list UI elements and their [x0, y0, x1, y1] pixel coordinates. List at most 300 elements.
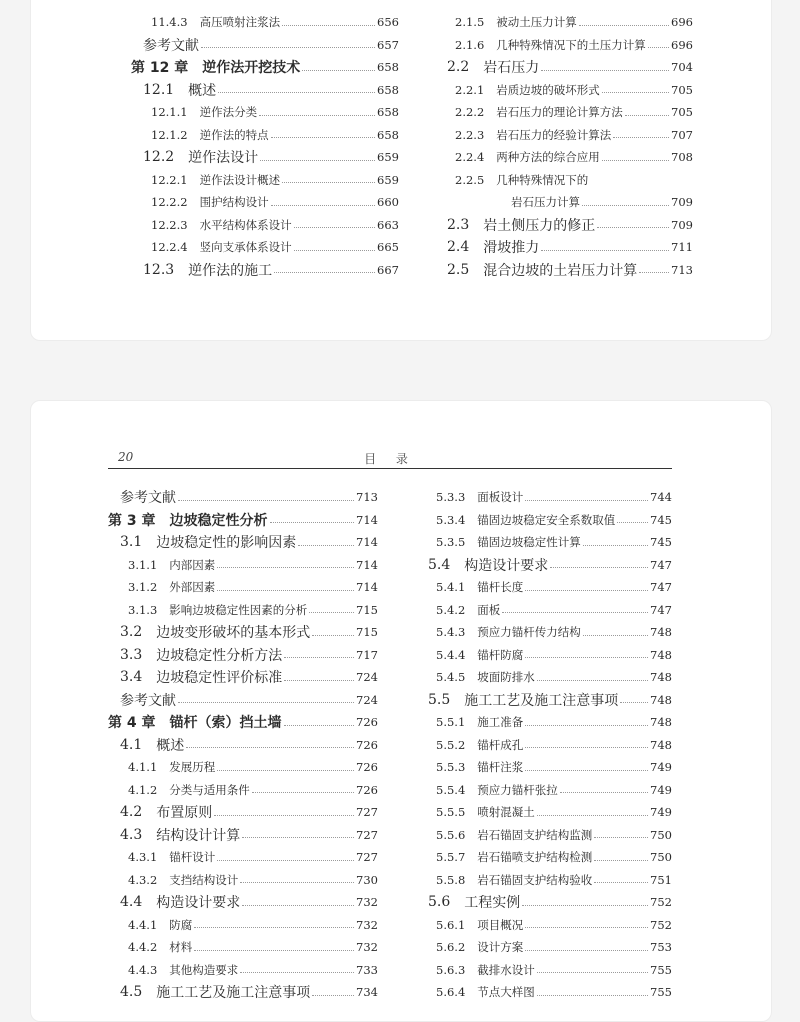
toc-entry[interactable] — [108, 576, 378, 598]
dot-leader — [625, 115, 669, 116]
toc-entry-page: 726 — [356, 715, 378, 729]
toc-entry-title: 边坡稳定性的影响因素 — [156, 535, 297, 551]
toc-entry-number: 第 4 章 — [108, 715, 156, 731]
toc-entry-title: 概述 — [188, 82, 217, 99]
toc-entry[interactable] — [416, 936, 672, 958]
toc-entry-number: 4.4.2 — [128, 940, 158, 954]
toc-entry-page: 707 — [671, 127, 693, 142]
toc-entry[interactable] — [108, 914, 378, 936]
toc-entry-page: 748 — [650, 715, 672, 729]
toc-entry-number: 5.4.5 — [436, 670, 466, 684]
toc-entry-page: 732 — [356, 940, 378, 954]
toc-entry-title: 面板 — [477, 602, 501, 617]
toc-entry[interactable] — [108, 621, 378, 643]
toc-entry-title: 岩石锚固支护结构监测 — [477, 827, 593, 842]
toc-entry[interactable] — [131, 56, 399, 78]
toc-entry-page: 663 — [377, 217, 399, 232]
toc-entry-title: 参考文献 — [120, 490, 176, 506]
toc-entry-number: 12.1.2 — [151, 127, 188, 142]
dot-leader — [271, 137, 375, 138]
toc-entry-title: 节点大样图 — [477, 985, 535, 999]
toc-entry-number: 第 12 章 — [131, 60, 189, 76]
toc-entry[interactable] — [416, 509, 672, 531]
toc-entry[interactable] — [435, 259, 693, 281]
toc-entry[interactable] — [435, 214, 693, 236]
dot-leader — [302, 70, 375, 71]
toc-page-bottom — [30, 400, 772, 1022]
toc-entry[interactable] — [131, 236, 399, 258]
toc-entry[interactable] — [108, 756, 378, 778]
toc-entry-number: 4.4.1 — [128, 917, 158, 932]
dot-leader — [648, 47, 669, 48]
toc-entry-number: 5.4.2 — [436, 602, 466, 617]
toc-entry[interactable] — [131, 124, 399, 146]
page-number: 20 — [118, 450, 134, 464]
toc-entry-page: 696 — [671, 15, 693, 29]
dot-leader — [194, 950, 354, 951]
toc-entry-page: 752 — [650, 895, 672, 909]
toc-entry-title: 面板设计 — [477, 490, 524, 504]
toc-entry[interactable] — [416, 486, 672, 508]
toc-entry[interactable] — [416, 621, 672, 643]
toc-entry-title: 其他构造要求 — [169, 962, 239, 977]
dot-leader — [560, 792, 648, 793]
toc-entry-page: 726 — [356, 782, 378, 797]
toc-entry[interactable] — [131, 146, 399, 168]
toc-entry-page: 755 — [650, 962, 672, 977]
toc-entry-number: 5.4.1 — [436, 580, 466, 594]
toc-entry-title: 设计方案 — [477, 940, 524, 954]
toc-entry-number: 3.2 — [120, 624, 143, 640]
toc-entry[interactable] — [108, 689, 378, 711]
toc-entry-title: 混合边坡的土岩压力计算 — [483, 262, 638, 279]
toc-entry-title: 锚杆成孔 — [477, 737, 524, 752]
toc-entry-number: 5.5.5 — [436, 805, 466, 819]
toc-entry-number: 5.3.3 — [436, 490, 466, 504]
toc-entry-title: 岩石压力的经验计算法 — [496, 127, 612, 142]
dot-leader — [284, 657, 354, 658]
toc-entry[interactable] — [108, 846, 378, 868]
toc-entry-number: 5.5.6 — [436, 827, 466, 842]
toc-entry-number: 3.3 — [120, 646, 143, 663]
toc-entry[interactable] — [435, 79, 693, 101]
toc-entry[interactable] — [416, 959, 672, 981]
toc-entry-page: 726 — [356, 760, 378, 774]
toc-entry[interactable] — [435, 146, 693, 168]
toc-entry[interactable] — [416, 689, 672, 711]
toc-entry-number: 4.5 — [120, 984, 143, 1000]
toc-entry-page: 747 — [650, 580, 672, 594]
toc-entry[interactable] — [416, 576, 672, 598]
toc-entry-page: 748 — [650, 692, 672, 707]
dot-leader — [583, 635, 648, 636]
toc-entry-page: 748 — [650, 647, 672, 662]
toc-entry-title: 项目概况 — [477, 917, 524, 932]
toc-entry-page: 658 — [377, 60, 399, 74]
toc-entry-title: 参考文献 — [120, 692, 176, 709]
toc-entry-page: 714 — [356, 512, 378, 527]
dot-leader — [582, 205, 669, 206]
toc-entry-title: 逆作法的特点 — [199, 127, 269, 142]
dot-leader — [218, 92, 375, 93]
toc-entry-number: 12.2.3 — [151, 217, 188, 232]
toc-entry-page: 755 — [650, 985, 672, 999]
dot-leader — [282, 25, 375, 26]
toc-entry-number: 4.1.1 — [128, 760, 158, 774]
toc-entry[interactable] — [416, 734, 672, 756]
toc-entry-page: 745 — [650, 512, 672, 527]
toc-entry-number: 2.4 — [447, 239, 470, 255]
dot-leader — [550, 567, 648, 568]
toc-entry[interactable] — [435, 34, 693, 56]
toc-entry-page: 748 — [650, 625, 672, 639]
toc-entry-title: 工程实例 — [464, 895, 521, 911]
dot-leader — [541, 70, 669, 71]
toc-entry[interactable] — [108, 599, 378, 621]
toc-entry-number: 4.4 — [120, 894, 143, 910]
toc-entry-title: 构造设计要求 — [156, 895, 241, 911]
toc-entry-number: 5.5 — [428, 691, 451, 708]
toc-entry[interactable] — [108, 801, 378, 823]
dot-leader — [537, 680, 648, 681]
dot-leader — [240, 882, 354, 883]
dot-leader — [583, 545, 648, 546]
toc-entry-title: 被动土压力计算 — [496, 15, 577, 29]
dot-leader — [639, 272, 669, 273]
toc-entry-page: 660 — [377, 195, 399, 209]
toc-entry-title: 几种特殊情况下的土压力计算 — [496, 37, 646, 52]
toc-entry-title: 岩质边坡的破坏形式 — [496, 82, 600, 97]
dot-leader — [525, 950, 648, 951]
toc-entry-title: 锚杆（索）挡土墙 — [169, 715, 282, 731]
toc-entry-page: 732 — [356, 917, 378, 932]
toc-entry-page: 749 — [650, 782, 672, 797]
toc-entry-page: 657 — [377, 37, 399, 52]
toc-entry-number: 3.4 — [120, 669, 143, 685]
toc-entry-number: 12.1 — [143, 81, 175, 98]
toc-entry-title: 竖向支承体系设计 — [199, 240, 292, 254]
dot-leader — [594, 882, 648, 883]
toc-entry-number: 5.3.4 — [436, 512, 466, 527]
toc-entry-title: 参考文献 — [143, 37, 199, 54]
toc-entry-title: 预应力锚杆张拉 — [477, 782, 558, 797]
toc-entry-page: 667 — [377, 262, 399, 277]
toc-entry-title: 预应力锚杆传力结构 — [477, 625, 581, 639]
toc-entry[interactable] — [108, 486, 378, 508]
toc-column-left — [131, 0, 399, 340]
toc-entry-number: 12.2.1 — [151, 172, 188, 187]
dot-leader — [617, 522, 648, 523]
toc-entry-page: 747 — [650, 602, 672, 617]
dot-leader — [284, 680, 354, 681]
toc-entry-title: 概述 — [156, 737, 185, 754]
dot-leader — [525, 590, 648, 591]
dot-leader — [525, 927, 648, 928]
toc-entry-number: 2.3 — [447, 216, 470, 233]
dot-leader — [525, 725, 648, 726]
toc-entry-page: 717 — [356, 647, 378, 662]
toc-entry-title: 施工工艺及施工注意事项 — [464, 692, 619, 709]
toc-entry[interactable] — [108, 509, 378, 531]
toc-entry[interactable] — [435, 56, 693, 78]
toc-entry-page: 713 — [356, 490, 378, 504]
toc-entry[interactable] — [416, 779, 672, 801]
dot-leader — [594, 860, 648, 861]
toc-entry-number: 2.5 — [447, 261, 470, 278]
toc-entry[interactable] — [416, 756, 672, 778]
toc-entry-title: 构造设计要求 — [464, 557, 549, 574]
dot-leader — [242, 837, 354, 838]
toc-entry-title: 围护结构设计 — [199, 195, 269, 209]
dot-leader — [579, 25, 669, 26]
toc-entry-number: 5.6 — [428, 894, 451, 910]
toc-entry-page: 658 — [377, 82, 399, 97]
dot-leader — [217, 860, 354, 861]
toc-entry[interactable] — [416, 531, 672, 553]
dot-leader — [282, 182, 375, 183]
dot-leader — [259, 115, 375, 116]
dot-leader — [284, 725, 355, 726]
toc-entry-number: 5.5.3 — [436, 760, 466, 774]
toc-entry[interactable] — [416, 914, 672, 936]
toc-entry-title: 锚固边坡稳定性计算 — [477, 535, 581, 549]
toc-entry-title: 岩石锚喷支护结构检测 — [477, 850, 593, 864]
toc-entry-number: 11.4.3 — [151, 15, 188, 29]
toc-entry[interactable] — [416, 824, 672, 846]
toc-entry-title: 边坡稳定性分析方法 — [156, 647, 283, 664]
toc-entry-page: 711 — [671, 240, 693, 254]
toc-entry-title: 锚杆设计 — [169, 850, 216, 864]
dot-leader — [525, 747, 648, 748]
toc-entry[interactable] — [416, 891, 672, 913]
toc-entry-number: 5.6.4 — [436, 985, 466, 999]
toc-entry[interactable] — [131, 214, 399, 236]
toc-entry-title: 施工工艺及施工注意事项 — [156, 985, 311, 1001]
toc-entry-number: 2.2 — [447, 59, 470, 75]
toc-entry-number: 2.1.6 — [455, 37, 485, 52]
toc-entry-number: 12.3 — [143, 261, 175, 278]
toc-entry-title: 锚杆注浆 — [477, 760, 524, 774]
toc-entry-number: 5.6.2 — [436, 940, 466, 954]
toc-entry-title: 支挡结构设计 — [169, 872, 239, 887]
toc-entry-number: 第 3 章 — [108, 512, 156, 529]
toc-entry-title: 坡面防排水 — [477, 670, 535, 684]
toc-entry-title: 发展历程 — [169, 760, 216, 774]
toc-entry[interactable] — [108, 666, 378, 688]
dot-leader — [214, 815, 354, 816]
toc-entry-number: 4.2 — [120, 804, 143, 820]
page-header-title: 目 录 — [364, 452, 416, 466]
toc-entry[interactable] — [108, 869, 378, 891]
toc-entry[interactable] — [108, 554, 378, 576]
toc-entry-title: 高压喷射注浆法 — [199, 15, 281, 29]
toc-entry-number: 5.6.1 — [436, 917, 466, 932]
toc-entry-title: 边坡变形破坏的基本形式 — [156, 625, 311, 641]
toc-column-left — [108, 401, 378, 1021]
toc-entry-title: 逆作法设计概述 — [199, 172, 281, 187]
toc-entry[interactable] — [416, 846, 672, 868]
toc-entry-page: 708 — [671, 150, 693, 164]
toc-entry[interactable] — [416, 644, 672, 666]
toc-entry-title: 施工准备 — [477, 715, 524, 729]
toc-entry-page: 714 — [356, 535, 378, 549]
toc-entry[interactable] — [416, 801, 672, 823]
toc-entry-title: 外部因素 — [169, 580, 216, 594]
toc-entry-number: 4.3.2 — [128, 872, 158, 887]
toc-entry-number: 3.1 — [120, 534, 143, 550]
toc-entry-title: 岩石压力 — [483, 60, 540, 76]
toc-entry[interactable] — [131, 11, 399, 33]
dot-leader — [525, 657, 648, 658]
toc-entry[interactable] — [131, 34, 399, 56]
toc-entry[interactable] — [131, 259, 399, 281]
dot-leader — [178, 702, 354, 703]
toc-entry[interactable] — [416, 666, 672, 688]
toc-entry-number: 4.4.3 — [128, 962, 158, 977]
dot-leader — [294, 250, 375, 251]
toc-entry[interactable] — [131, 169, 399, 191]
toc-entry[interactable] — [108, 779, 378, 801]
dot-leader — [217, 770, 354, 771]
toc-entry[interactable] — [435, 101, 693, 123]
toc-entry-page: 656 — [377, 15, 399, 29]
toc-entry-number: 12.2 — [143, 149, 175, 165]
toc-entry-title: 结构设计计算 — [156, 827, 241, 844]
dot-leader — [178, 500, 354, 501]
toc-entry-title: 锚杆防腐 — [477, 647, 524, 662]
dot-leader — [217, 590, 354, 591]
dot-leader — [613, 137, 669, 138]
toc-entry-page: 744 — [650, 490, 672, 504]
toc-entry-page: 715 — [356, 625, 378, 639]
dot-leader — [537, 995, 648, 996]
toc-entry[interactable] — [416, 869, 672, 891]
toc-entry-number: 5.5.8 — [436, 872, 466, 887]
toc-entry-page: 659 — [377, 172, 399, 187]
dot-leader — [240, 972, 354, 973]
toc-entry-number: 3.1.2 — [128, 580, 158, 594]
toc-entry-page: 714 — [356, 557, 378, 572]
toc-entry[interactable] — [416, 711, 672, 733]
toc-entry-page: 658 — [377, 127, 399, 142]
toc-entry-title: 逆作法分类 — [199, 105, 258, 119]
toc-entry[interactable] — [131, 79, 399, 101]
toc-entry[interactable] — [108, 824, 378, 846]
toc-entry-title: 防腐 — [169, 917, 193, 932]
dot-leader — [594, 837, 648, 838]
toc-entry[interactable] — [416, 554, 672, 576]
toc-entry-number: 12.2.2 — [151, 195, 188, 209]
toc-entry[interactable] — [435, 236, 693, 258]
toc-entry-page: 665 — [377, 240, 399, 254]
dot-leader — [541, 250, 669, 251]
dot-leader — [298, 545, 354, 546]
toc-entry-page: 749 — [650, 805, 672, 819]
toc-entry-title: 布置原则 — [156, 805, 213, 821]
dot-leader — [602, 92, 669, 93]
toc-entry-title: 影响边坡稳定性因素的分析 — [169, 602, 308, 617]
toc-entry[interactable] — [108, 959, 378, 981]
toc-page-top — [30, 0, 772, 341]
dot-leader — [597, 227, 669, 228]
toc-entry-title: 锚固边坡稳定安全系数取值 — [477, 512, 616, 527]
dot-leader — [271, 205, 375, 206]
toc-entry-page: 749 — [650, 760, 672, 774]
toc-entry-page: 726 — [356, 737, 378, 752]
dot-leader — [537, 815, 648, 816]
toc-entry-number: 3.1.3 — [128, 602, 158, 617]
toc-entry[interactable] — [131, 101, 399, 123]
toc-entry-number: 2.1.5 — [455, 15, 485, 29]
toc-entry-title: 逆作法开挖技术 — [202, 60, 301, 76]
toc-entry-page: 747 — [650, 557, 672, 572]
toc-entry-page: 753 — [650, 940, 672, 954]
toc-entry[interactable] — [435, 191, 693, 213]
toc-entry[interactable] — [435, 124, 693, 146]
toc-entry-number: 2.2.2 — [455, 105, 485, 119]
toc-entry-page: 714 — [356, 580, 378, 594]
dot-leader — [602, 160, 669, 161]
toc-entry[interactable] — [108, 644, 378, 666]
dot-leader — [217, 567, 354, 568]
toc-column-right — [435, 0, 693, 340]
toc-entry-title: 材料 — [169, 940, 193, 954]
toc-entry-page: 730 — [356, 872, 378, 887]
toc-entry-page: 709 — [671, 195, 693, 209]
toc-entry-number: 5.4.3 — [436, 625, 466, 639]
toc-entry-number: 2.2.1 — [455, 82, 485, 97]
dot-leader — [312, 635, 354, 636]
toc-entry-page: 748 — [650, 670, 672, 684]
dot-leader — [522, 905, 648, 906]
toc-entry-page: 745 — [650, 535, 672, 549]
toc-entry[interactable] — [108, 734, 378, 756]
toc-entry-number: 5.5.1 — [436, 715, 466, 729]
toc-entry-title: 锚杆长度 — [477, 580, 524, 594]
toc-entry-page: 709 — [671, 217, 693, 232]
toc-entry-number: 5.6.3 — [436, 962, 466, 977]
toc-entry-number: 5.4.4 — [436, 647, 466, 662]
toc-entry-page: 733 — [356, 962, 378, 977]
toc-entry-number: 4.1 — [120, 736, 143, 753]
toc-column-right — [416, 401, 672, 1021]
dot-leader — [525, 500, 648, 501]
toc-entry-title: 边坡稳定性分析 — [169, 512, 268, 529]
toc-entry-number: 5.5.7 — [436, 850, 466, 864]
toc-entry[interactable] — [108, 891, 378, 913]
toc-entry[interactable] — [416, 599, 672, 621]
toc-entry[interactable] — [108, 711, 378, 733]
toc-entry-title: 喷射混凝土 — [477, 805, 535, 819]
toc-entry-page: 732 — [356, 895, 378, 909]
toc-entry[interactable] — [435, 169, 693, 191]
toc-entry-page: 734 — [356, 985, 378, 999]
dot-leader — [309, 612, 354, 613]
toc-entry-number: 2.2.5 — [455, 172, 485, 187]
toc-entry-page: 750 — [650, 827, 672, 842]
toc-entry[interactable] — [435, 11, 693, 33]
toc-entry-number: 5.5.2 — [436, 737, 466, 752]
dot-leader — [274, 272, 375, 273]
toc-entry-title: 边坡稳定性评价标准 — [156, 670, 283, 686]
toc-entry-title: 岩石锚固支护结构验收 — [477, 872, 593, 887]
dot-leader — [260, 160, 375, 161]
toc-entry-title: 逆作法设计 — [188, 150, 259, 166]
toc-entry[interactable] — [131, 191, 399, 213]
toc-entry-title: 逆作法的施工 — [188, 262, 273, 279]
toc-entry[interactable] — [108, 936, 378, 958]
toc-entry[interactable] — [108, 531, 378, 553]
